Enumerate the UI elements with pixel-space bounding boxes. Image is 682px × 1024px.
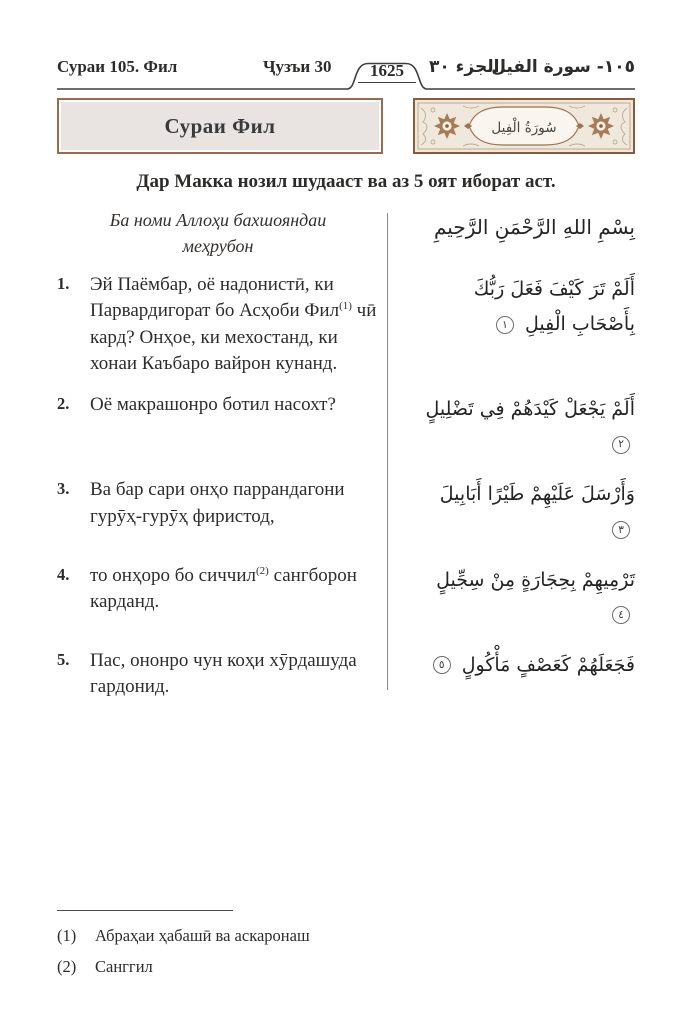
header-rule-with-tab xyxy=(57,60,635,90)
header-surah-title-cyrillic: Сураи 105. Фил xyxy=(57,57,178,76)
verse-text-pre: Оё макрашонро ботил насохт? xyxy=(90,394,336,416)
verse-arabic-text: وَأَرْسَلَ عَلَيْهِمْ طَيْرًا أَبَابِيلَ xyxy=(439,483,635,506)
surah-title-ornament-arabic xyxy=(413,98,635,154)
verse-translation-text xyxy=(90,648,379,700)
verse-arabic-text: فَجَعَلَهُمْ كَعَصْفٍ مَأْكُولٍ xyxy=(461,653,635,676)
verse-translation-cell xyxy=(57,648,379,700)
verse-translation-cell xyxy=(57,272,379,377)
ayah-end-mark: ٤ xyxy=(612,606,630,624)
verse-arabic-cell xyxy=(379,477,635,547)
verse-text-pre: то онҳоро бо сиччил xyxy=(90,564,256,586)
verse-number: 4. xyxy=(57,564,70,584)
verse-text-pre: Ва бар сари онҳо паррандагони гурӯҳ-гурӯҳ фиристод, xyxy=(90,479,345,527)
running-header xyxy=(57,52,635,84)
verse-text-pre: Эй Паёмбар, оё надонистӣ, ки Парвардигорат бо Асҳоби Фил xyxy=(90,274,340,322)
verse-row xyxy=(57,272,635,377)
footnote-text: Абраҳаи ҳабашӣ ва аскаронаш xyxy=(95,926,310,945)
footnote-marker: (1) xyxy=(57,926,77,945)
ayah-end-mark: ٣ xyxy=(612,521,630,539)
verse-number: 5. xyxy=(57,649,70,669)
footnote-item xyxy=(57,920,477,951)
verse-number: 1. xyxy=(57,274,70,294)
footnote-ref: (2) xyxy=(256,564,269,577)
verse-arabic-text: تَرْمِيهِمْ بِحِجَارَةٍ مِنْ سِجِّيلٍ xyxy=(436,568,635,591)
ayah-end-mark: ٥ xyxy=(433,656,451,674)
verse-arabic-text: أَلَمْ يَجْعَلْ كَيْدَهُمْ فِي تَضْلِيلٍ xyxy=(425,398,635,421)
bismillah-arabic: بِسْمِ اللهِ الرَّحْمَنِ الرَّحِيمِ xyxy=(433,215,635,239)
verse-translation-cell xyxy=(57,477,379,529)
bismillah-translation-cell xyxy=(57,207,379,259)
verse-arabic-cell xyxy=(379,648,635,683)
footnote-divider xyxy=(57,910,233,911)
verse-translation-cell xyxy=(57,563,379,615)
footnote-text: Санггил xyxy=(95,957,153,976)
bismillah-translation: Ба номи Аллоҳи бахшояндаи меҳрубон xyxy=(109,210,327,257)
verse-arabic-cell xyxy=(379,392,635,462)
verse-row xyxy=(57,563,635,633)
verse-translation-text xyxy=(90,563,379,615)
verse-text-pre: Пас, ононро чун коҳи хӯрдашуда гардонид. xyxy=(90,649,357,698)
verse-translation-text xyxy=(90,392,379,418)
footnote-marker: (2) xyxy=(57,957,77,976)
verse-arabic-cell xyxy=(379,563,635,633)
ayah-end-mark: ١ xyxy=(496,316,514,334)
verse-text-post: сангборон карданд. xyxy=(90,564,357,612)
verse-translation-text xyxy=(90,477,379,529)
verse-arabic-cell xyxy=(379,272,635,342)
verse-row xyxy=(57,392,635,462)
header-juz-arabic: الجزء ٣٠ xyxy=(429,57,500,77)
surah-title-arabic-calligraphy: سُورَةُ الْفِيل xyxy=(491,120,557,136)
verse-text-post: чӣ кард? Онҳое, ки мехостанд, ки хонаи Каъбаро вайрон кунанд. xyxy=(90,300,377,374)
verse-arabic-text: أَلَمْ تَرَ كَيْفَ فَعَلَ رَبُّكَ بِأَصْحَابِ الْفِيلِ xyxy=(473,278,635,336)
verse-translation-cell xyxy=(57,392,379,418)
header-juz-cyrillic: Ҷузъи 30 xyxy=(263,57,332,76)
verse-columns xyxy=(57,207,635,700)
verse-row xyxy=(57,648,635,700)
revelation-intro-line: Дар Макка нозил шудааст ва аз 5 оят иборат аст. xyxy=(136,171,556,192)
surah-title-box-cyrillic xyxy=(57,98,383,154)
footnote-item xyxy=(57,951,477,982)
verse-row xyxy=(57,477,635,547)
verse-number: 2. xyxy=(57,394,70,414)
verse-translation-text xyxy=(90,272,379,377)
ayah-end-mark: ٢ xyxy=(612,436,630,454)
header-surah-title-arabic: ١٠٥- سورة الفيل xyxy=(491,57,635,77)
surah-title-row xyxy=(57,98,635,154)
footnotes-section xyxy=(57,910,477,982)
bismillah-row xyxy=(57,207,635,259)
verse-number: 3. xyxy=(57,479,70,499)
surah-title-cyrillic: Сураи Фил xyxy=(164,113,276,138)
footnote-ref: (1) xyxy=(339,300,352,313)
page-number: 1625 xyxy=(358,61,416,83)
